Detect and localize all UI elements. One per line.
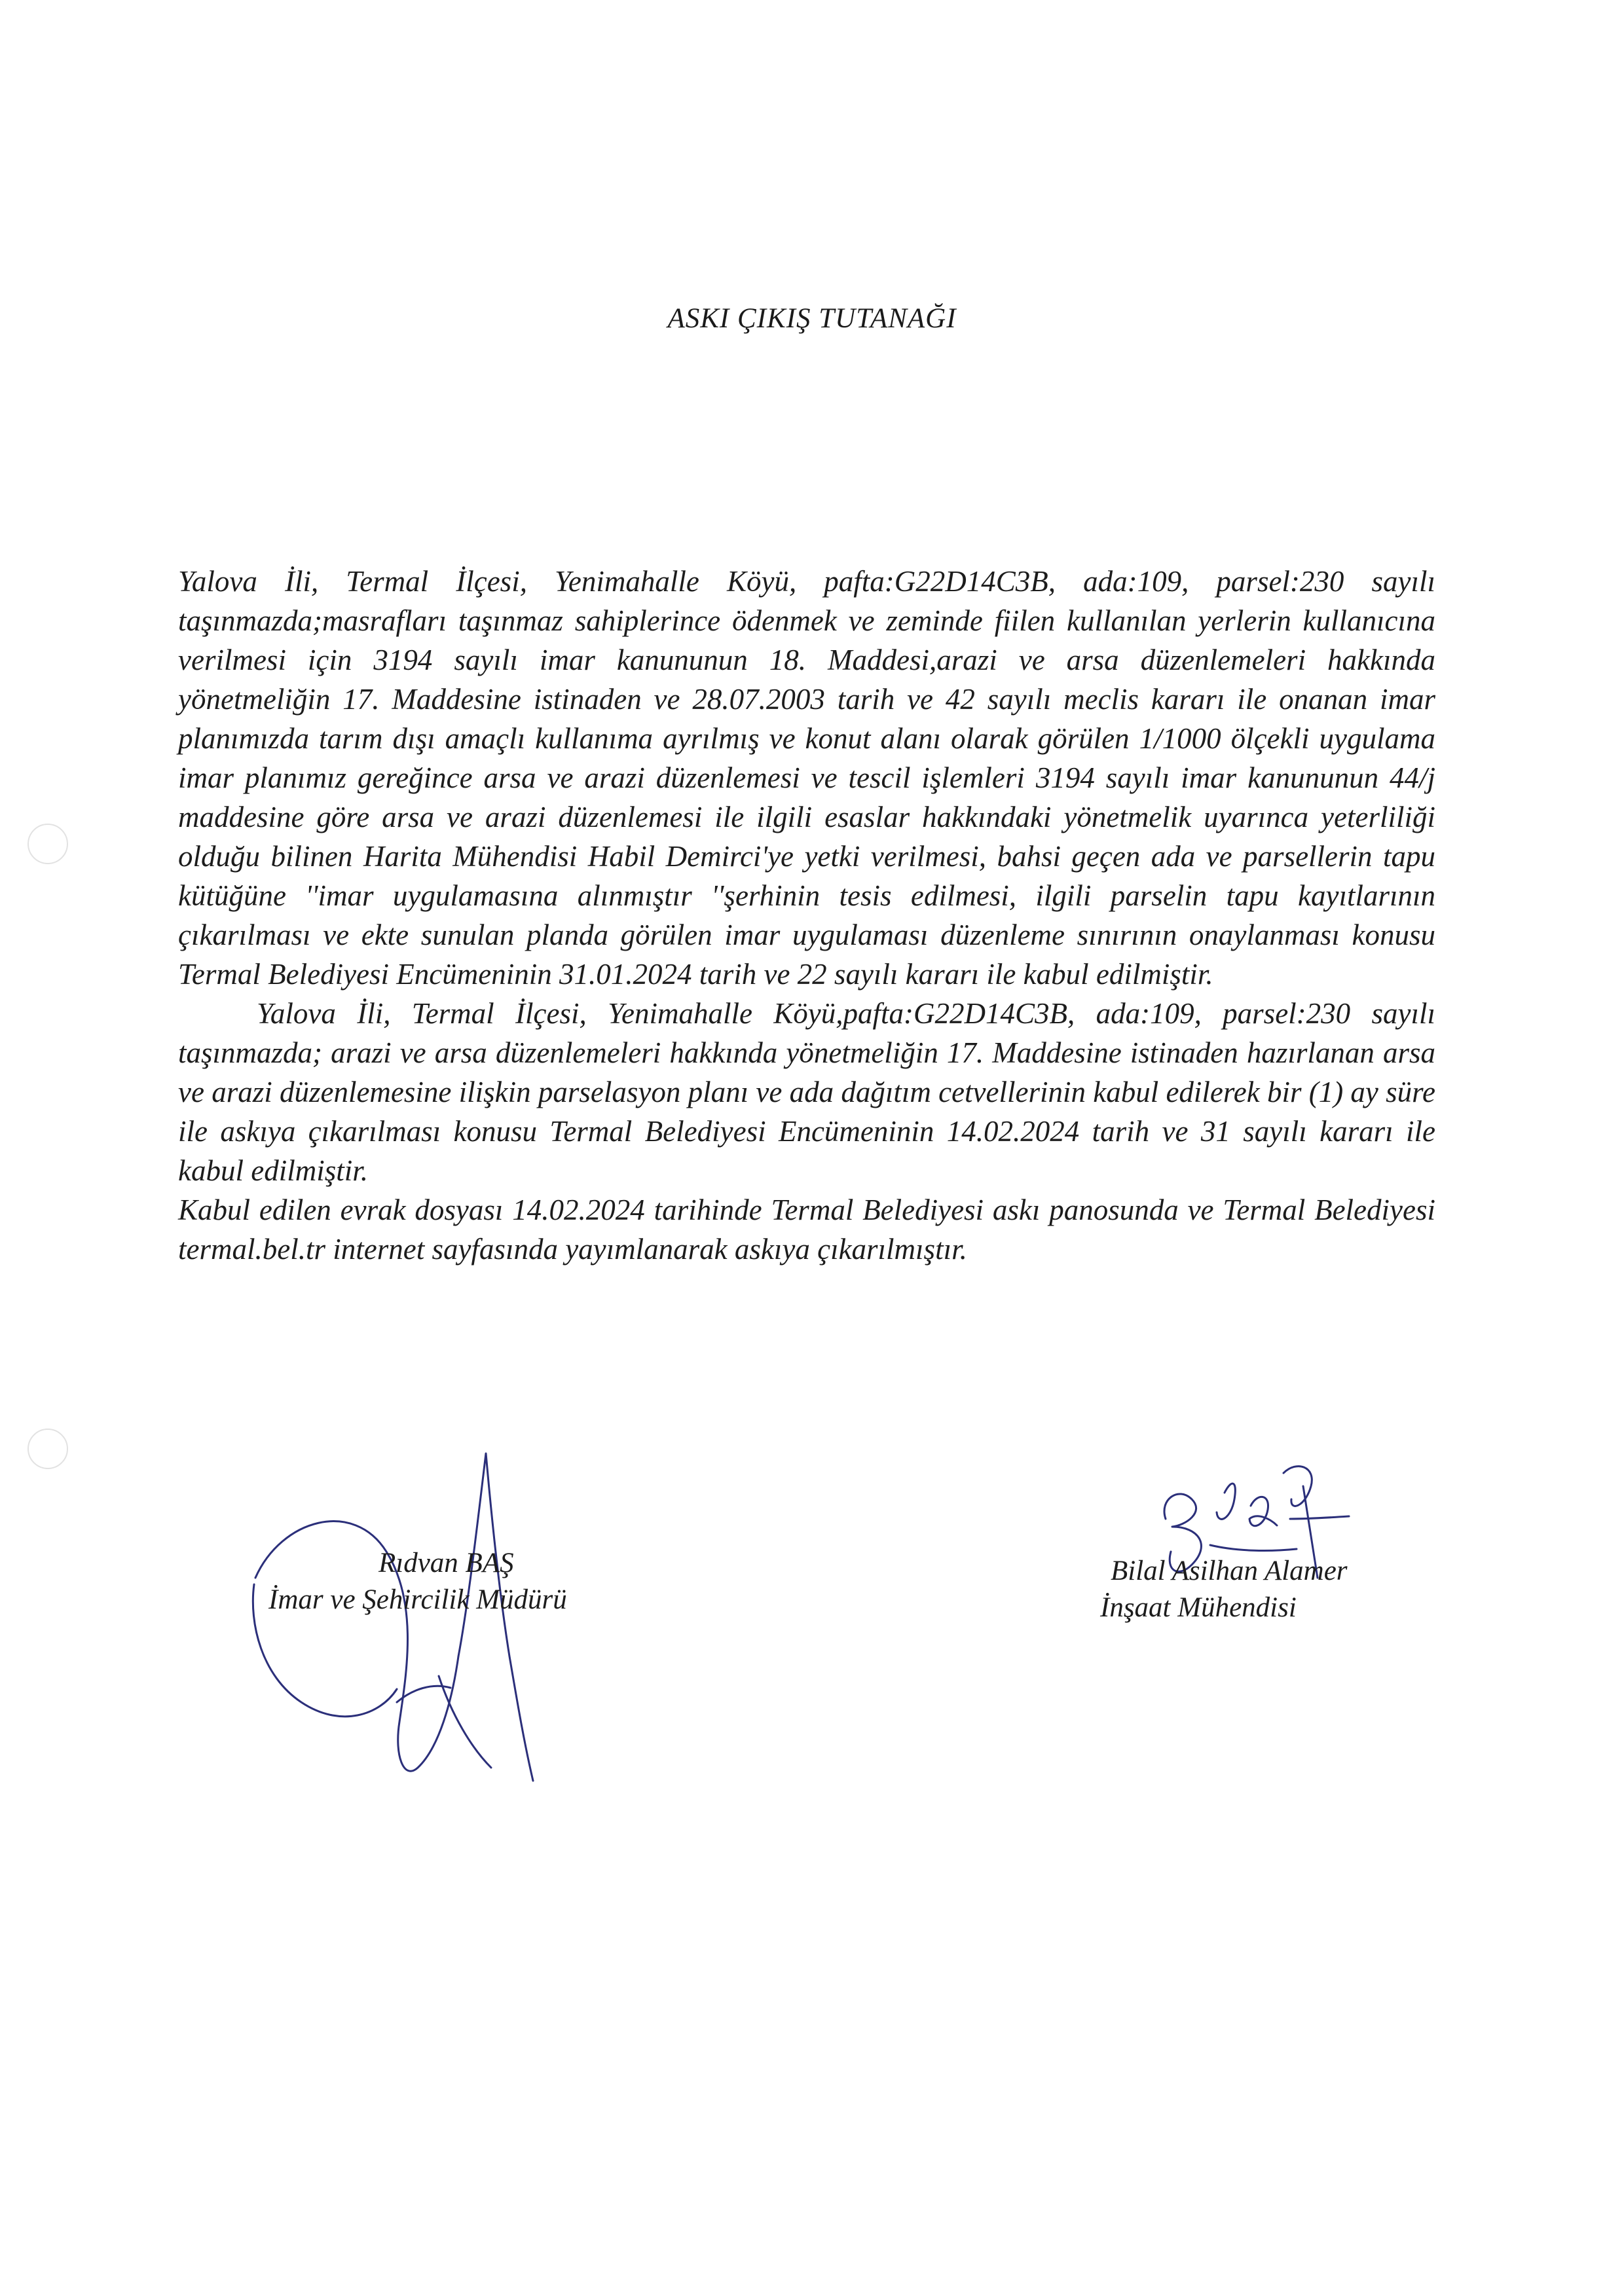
punch-hole-lower (28, 1429, 68, 1469)
paragraph-2: Yalova İli, Termal İlçesi, Yenimahalle Köyü,pafta:G22D14C3B, ada:109, parsel:230 sayılı taşınmazda; arazi ve arsa düzenlemeleri hakkında yönetmeliğin 17. Maddesine istinaden hazırlanan arsa ve arazi düzenlemesine ilişkin parselasyon planı ve ada dağıtım cetvellerinin kabul edilerek bir (1) ay süre ile askıya çıkarılması konusu Termal Belediyesi Encümeninin 14.02.2024 tarih ve 31 sayılı kararı ile kabul edilmiştir. (178, 997, 1435, 1187)
signatory-right-name: Bilal Asilhan Alamer (1111, 1556, 1348, 1586)
signatory-right (1100, 1553, 1493, 1626)
signatory-left (268, 1545, 727, 1618)
signature-left (242, 1440, 596, 1807)
document-title: ASKI ÇIKIŞ TUTANAĞI (667, 303, 957, 334)
signatory-right-role: İnşaat Mühendisi (1100, 1592, 1297, 1623)
signatory-left-role: İmar ve Şehircilik Müdürü (268, 1584, 567, 1615)
document-body (178, 562, 1435, 1269)
punch-hole-upper (28, 824, 68, 864)
signatory-left-name: Rıdvan BAŞ (378, 1548, 514, 1578)
paragraph-1: Yalova İli, Termal İlçesi, Yenimahalle Köyü, pafta:G22D14C3B, ada:109, parsel:230 sayılı taşınmazda;masrafları taşınmaz sahiplerince ödenmek ve zeminde fiilen kullanılan yerlerin kullanıcına verilmesi için 3194 sayılı imar kanununun 18. Maddesi,arazi ve arsa düzenlemeleri hakkında yönetmeliğin 17. Maddesine istinaden ve 28.07.2003 tarih ve 42 sayılı meclis kararı ile onanan imar planımızda tarım dışı amaçlı kullanıma ayrılmış ve konut alanı olarak görülen 1/1000 ölçekli uygulama imar planımız gereğince arsa ve arazi düzenlemesi ve tescil işlemleri 3194 sayılı imar kanununun 44/j maddesine göre arsa ve arazi düzenlemesi ile ilgili esaslar hakkındaki yönetmelik uyarınca yeterliliği olduğu bilinen Harita Mühendisi Habil Demirci'ye yetki verilmesi, bahsi geçen ada ve parsellerin tapu kütüğüne ''imar uygulamasına alınmıştır ''şerhinin tesis edilmesi, ilgili parselin tapu kayıtlarının çıkarılması ve ekte sunulan planda görülen imar uygulaması düzenleme sınırının onaylanması konusu Termal Belediyesi Encümeninin 31.01.2024 tarih ve 22 sayılı kararı ile kabul edilmiştir. (178, 565, 1435, 991)
paragraph-3: Kabul edilen evrak dosyası 14.02.2024 tarihinde Termal Belediyesi askı panosunda ve Termal Belediyesi termal.bel.tr internet sayfasında yayımlanarak askıya çıkarılmıştır. (178, 1194, 1435, 1266)
